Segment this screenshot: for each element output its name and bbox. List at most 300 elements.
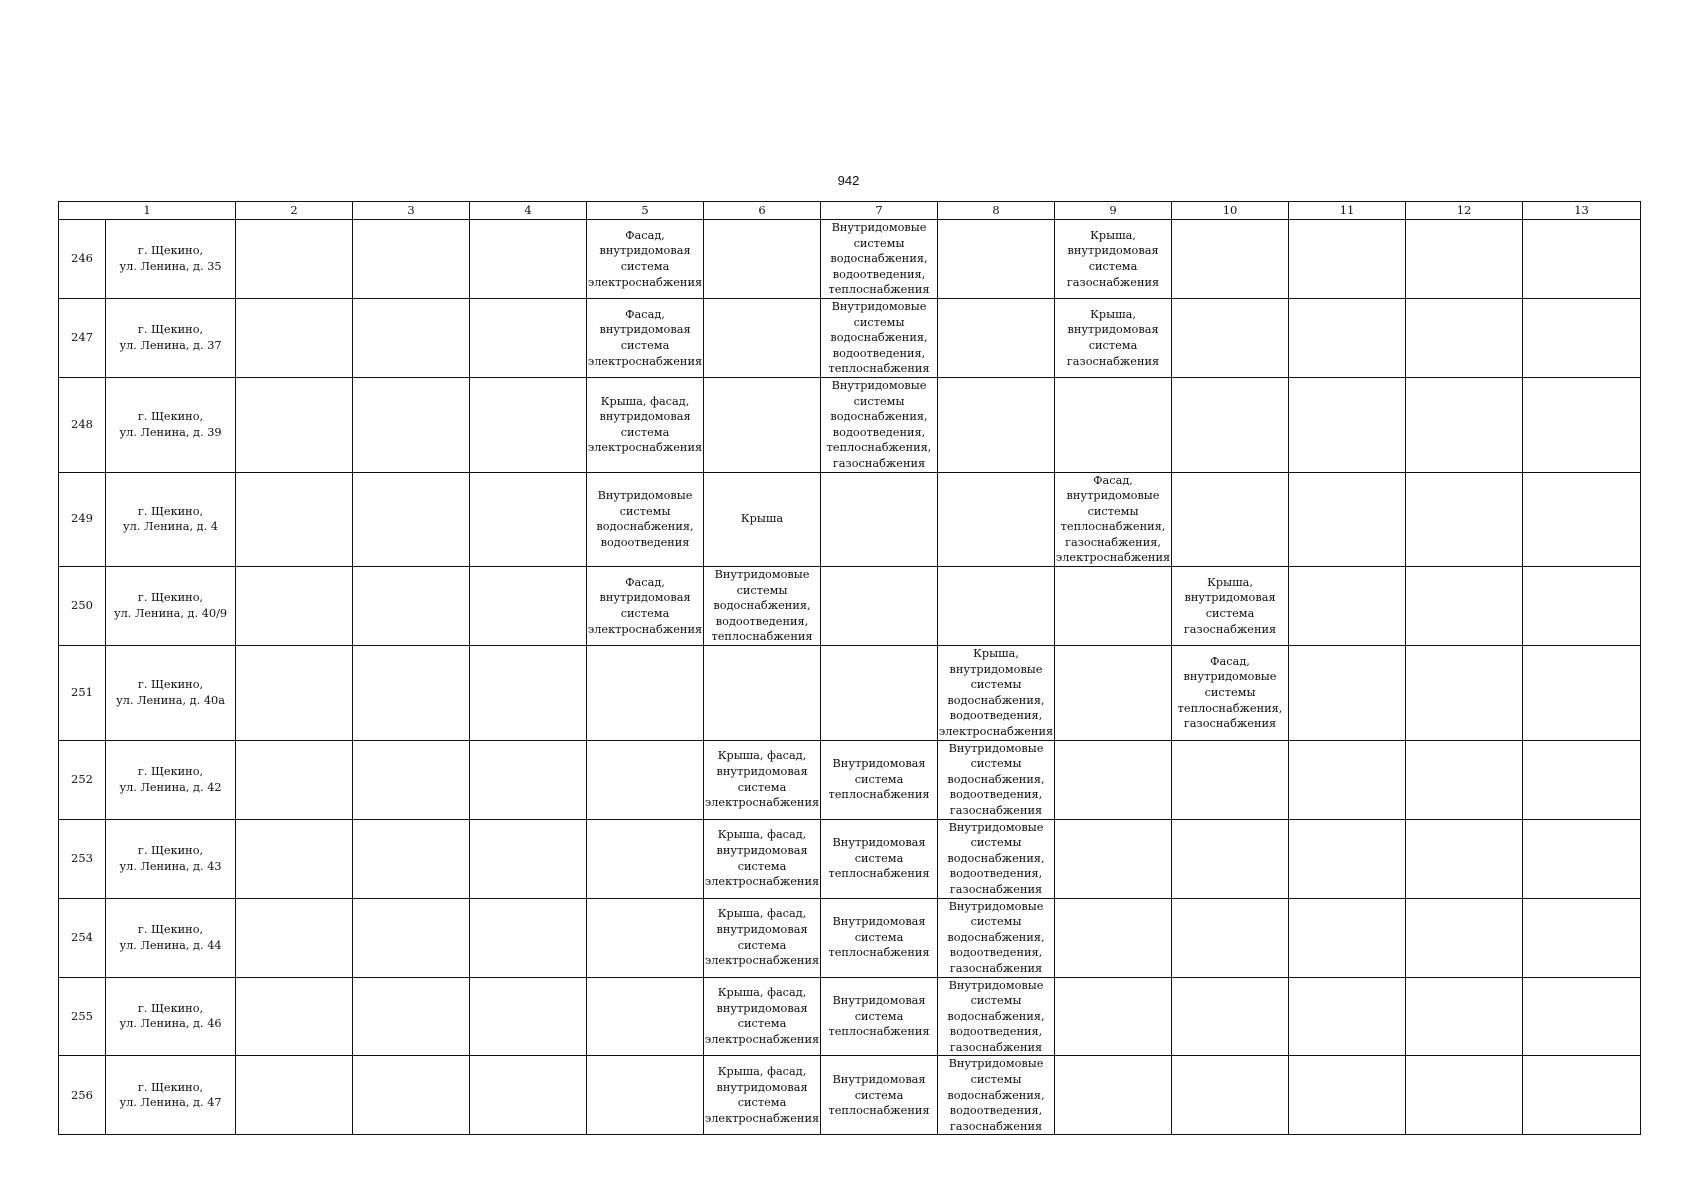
work-cell-col-12 [1406, 646, 1523, 741]
cell-line: газоснабжения, [1065, 535, 1161, 549]
cell-line: теплоснабжения [828, 283, 930, 297]
column-header-1: 1 [59, 202, 236, 220]
row-address [106, 646, 236, 741]
work-cell-col-13 [1523, 377, 1641, 472]
column-header-4: 4 [470, 202, 587, 220]
cell-line: внутридомовая [1184, 591, 1276, 605]
address-line: ул. Ленина, д. 4 [123, 520, 218, 534]
row-number: 253 [59, 819, 106, 898]
cell-line: Крыша, фасад, [717, 986, 807, 1000]
cell-line: теплоснабжения [711, 630, 813, 644]
work-cell-col-10 [1172, 567, 1289, 646]
work-cell-col-12 [1406, 977, 1523, 1056]
work-cell-col-8 [938, 819, 1055, 898]
work-cell-col-5 [587, 898, 704, 977]
cell-line: Крыша, фасад, [717, 1065, 807, 1079]
work-cell-col-2 [236, 977, 353, 1056]
work-cell-col-6 [704, 740, 821, 819]
address-line: г. Щекино, [137, 1001, 204, 1015]
cell-line: водоснабжения, [596, 520, 694, 534]
cell-line: водоснабжения, [947, 1009, 1045, 1023]
row-number: 248 [59, 377, 106, 472]
cell-line: водоснабжения, [947, 851, 1045, 865]
work-cell-col-12 [1406, 298, 1523, 377]
work-cell-col-13 [1523, 646, 1641, 741]
cell-line: электроснабжения [587, 275, 703, 289]
work-cell-col-13 [1523, 1056, 1641, 1135]
work-cell-col-9 [1055, 977, 1172, 1056]
cell-line: водоснабжения, [947, 693, 1045, 707]
address-line: г. Щекино, [137, 843, 204, 857]
work-cell-col-5 [587, 977, 704, 1056]
work-cell-col-9 [1055, 377, 1172, 472]
cell-line: системы [970, 1073, 1022, 1087]
cell-line: Крыша, [1207, 575, 1253, 589]
row-number: 247 [59, 298, 106, 377]
work-cell-col-9 [1055, 567, 1172, 646]
work-cell-col-4 [470, 1056, 587, 1135]
cell-line: теплоснабжения [828, 867, 930, 881]
work-cell-col-2 [236, 740, 353, 819]
work-cell-col-5 [587, 220, 704, 299]
cell-line: водоснабжения, [830, 252, 928, 266]
work-cell-col-6 [704, 646, 821, 741]
column-header-row [59, 202, 1641, 220]
column-header-10: 10 [1172, 202, 1289, 220]
cell-line: система [620, 425, 670, 439]
cell-line: электроснабжения [587, 622, 703, 636]
cell-line: газоснабжения [1183, 717, 1277, 731]
cell-line: Внутридомовые [831, 221, 927, 234]
work-cell-col-6 [704, 819, 821, 898]
cell-line: внутридомовая [1067, 323, 1159, 337]
row-address [106, 977, 236, 1056]
cell-line: водоотведения, [949, 1104, 1043, 1118]
cell-line: Фасад, [625, 228, 665, 242]
work-cell-col-9 [1055, 1056, 1172, 1135]
work-cell-col-9 [1055, 740, 1172, 819]
work-cell-col-7 [821, 898, 938, 977]
cell-line: теплоснабжения [828, 1025, 930, 1039]
cell-line: Внутридомовая [832, 836, 926, 850]
cell-line: водоснабжения, [947, 930, 1045, 944]
table-row [59, 1056, 1641, 1135]
work-cell-col-2 [236, 646, 353, 741]
cell-line: системы [970, 994, 1022, 1008]
work-cell-col-2 [236, 898, 353, 977]
cell-line: Внутридомовая [832, 915, 926, 929]
work-cell-col-12 [1406, 898, 1523, 977]
row-number: 250 [59, 567, 106, 646]
work-cell-col-3 [353, 1056, 470, 1135]
cell-line: газоснабжения [1183, 622, 1277, 636]
work-cell-col-10 [1172, 377, 1289, 472]
cell-line: системы [619, 504, 671, 518]
cell-line: системы [853, 236, 905, 250]
work-cell-col-4 [470, 740, 587, 819]
work-cell-col-3 [353, 977, 470, 1056]
table-row [59, 646, 1641, 741]
cell-line: водоснабжения, [947, 1088, 1045, 1102]
work-cell-col-2 [236, 298, 353, 377]
work-cell-col-2 [236, 567, 353, 646]
work-cell-col-12 [1406, 220, 1523, 299]
work-cell-col-5 [587, 567, 704, 646]
row-number: 254 [59, 898, 106, 977]
row-address [106, 898, 236, 977]
work-cell-col-7 [821, 472, 938, 567]
cell-line: Крыша, фасад, [717, 749, 807, 763]
table-row [59, 567, 1641, 646]
cell-line: система [620, 607, 670, 621]
work-cell-col-13 [1523, 977, 1641, 1056]
cell-line: Крыша [740, 512, 784, 526]
cell-line: Внутридомовые [831, 299, 927, 313]
work-cell-col-8 [938, 220, 1055, 299]
cell-line: электроснабжения [587, 354, 703, 368]
cell-line: внутридомовая [599, 244, 691, 258]
address-line: г. Щекино, [137, 410, 204, 424]
column-header-2: 2 [236, 202, 353, 220]
column-header-13: 13 [1523, 202, 1641, 220]
cell-line: системы [853, 315, 905, 329]
cell-line: система [1088, 338, 1138, 352]
work-cell-col-8 [938, 567, 1055, 646]
address-line: ул. Ленина, д. 37 [119, 338, 222, 352]
cell-line: электроснабжения [704, 1033, 820, 1047]
cell-line: внутридомовые [1066, 489, 1160, 503]
address-line: ул. Ленина, д. 35 [119, 259, 222, 273]
cell-line: электроснабжения [587, 441, 703, 455]
cell-line: Внутридомовые [948, 978, 1044, 992]
cell-line: система [737, 859, 787, 873]
cell-line: электроснабжения [704, 796, 820, 810]
cell-line: водоотведения, [949, 709, 1043, 723]
cell-line: водоснабжения, [830, 331, 928, 345]
work-cell-col-10 [1172, 646, 1289, 741]
address-line: ул. Ленина, д. 46 [119, 1017, 222, 1031]
cell-line: системы [853, 394, 905, 408]
table-row [59, 298, 1641, 377]
cell-line: система [737, 938, 787, 952]
cell-line: водоотведения, [715, 614, 809, 628]
cell-line: газоснабжения [949, 1119, 1043, 1133]
work-cell-col-13 [1523, 898, 1641, 977]
row-address [106, 567, 236, 646]
work-cell-col-6 [704, 220, 821, 299]
work-cell-col-2 [236, 377, 353, 472]
row-number: 252 [59, 740, 106, 819]
work-cell-col-13 [1523, 298, 1641, 377]
cell-line: водоотведения, [832, 425, 926, 439]
cell-line: теплоснабжения, [1177, 701, 1283, 715]
cell-line: системы [970, 836, 1022, 850]
table-row [59, 220, 1641, 299]
cell-line: системы [1087, 504, 1139, 518]
cell-line: внутридомовая [1067, 244, 1159, 258]
cell-line: Внутридомовая [832, 994, 926, 1008]
work-cell-col-5 [587, 298, 704, 377]
work-cell-col-10 [1172, 472, 1289, 567]
work-cell-col-3 [353, 646, 470, 741]
work-cell-col-8 [938, 898, 1055, 977]
work-cell-col-13 [1523, 819, 1641, 898]
cell-line: внутридомовая [716, 843, 808, 857]
work-cell-col-11 [1289, 977, 1406, 1056]
cell-line: Крыша, [1090, 228, 1136, 242]
work-cell-col-2 [236, 472, 353, 567]
cell-line: Внутридомовые [948, 820, 1044, 834]
column-header-3: 3 [353, 202, 470, 220]
work-cell-col-8 [938, 646, 1055, 741]
cell-line: система [854, 851, 904, 865]
work-cell-col-12 [1406, 377, 1523, 472]
work-cell-col-4 [470, 567, 587, 646]
cell-line: газоснабжения [949, 803, 1043, 817]
work-cell-col-8 [938, 377, 1055, 472]
work-cell-col-13 [1523, 472, 1641, 567]
row-address [106, 740, 236, 819]
cell-line: газоснабжения [949, 882, 1043, 896]
cell-line: Внутридомовые [948, 1057, 1044, 1071]
work-cell-col-8 [938, 977, 1055, 1056]
work-cell-col-2 [236, 220, 353, 299]
work-cell-col-3 [353, 740, 470, 819]
work-cell-col-4 [470, 472, 587, 567]
row-address [106, 298, 236, 377]
work-cell-col-5 [587, 740, 704, 819]
cell-line: Крыша, фасад, [600, 394, 690, 408]
work-cell-col-9 [1055, 646, 1172, 741]
work-cell-col-4 [470, 819, 587, 898]
cell-line: система [854, 930, 904, 944]
work-cell-col-7 [821, 740, 938, 819]
cell-line: водоотведения, [949, 1025, 1043, 1039]
work-cell-col-11 [1289, 819, 1406, 898]
column-header-5: 5 [587, 202, 704, 220]
cell-line: Фасад, [1210, 654, 1250, 668]
cell-line: система [1205, 607, 1255, 621]
row-address [106, 472, 236, 567]
work-cell-col-7 [821, 977, 938, 1056]
work-cell-col-3 [353, 819, 470, 898]
work-cell-col-11 [1289, 898, 1406, 977]
table-row [59, 977, 1641, 1056]
address-line: г. Щекино, [137, 323, 204, 337]
cell-line: Внутридомовые [831, 378, 927, 392]
work-cell-col-3 [353, 898, 470, 977]
work-cell-col-4 [470, 220, 587, 299]
work-cell-col-3 [353, 377, 470, 472]
work-cell-col-12 [1406, 567, 1523, 646]
cell-line: система [854, 1009, 904, 1023]
address-line: ул. Ленина, д. 40/9 [113, 607, 228, 621]
work-cell-col-10 [1172, 1056, 1289, 1135]
cell-line: системы [970, 678, 1022, 692]
work-cell-col-3 [353, 567, 470, 646]
cell-line: электроснабжения [704, 1112, 820, 1126]
work-cell-col-6 [704, 898, 821, 977]
cell-line: электроснабжения [704, 954, 820, 968]
work-cell-col-10 [1172, 740, 1289, 819]
work-cell-col-4 [470, 646, 587, 741]
work-cell-col-6 [704, 1056, 821, 1135]
work-cell-col-7 [821, 1056, 938, 1135]
work-cell-col-6 [704, 377, 821, 472]
work-cell-col-13 [1523, 740, 1641, 819]
work-cell-col-11 [1289, 298, 1406, 377]
cell-line: водоотведения, [949, 867, 1043, 881]
cell-line: водоснабжения, [713, 599, 811, 613]
cell-line: внутридомовая [716, 1001, 808, 1015]
cell-line: Внутридомовые [948, 741, 1044, 755]
work-cell-col-8 [938, 298, 1055, 377]
work-cell-col-13 [1523, 220, 1641, 299]
cell-line: газоснабжения [1066, 275, 1160, 289]
cell-line: Фасад, [1093, 473, 1133, 487]
cell-line: система [854, 772, 904, 786]
work-cell-col-9 [1055, 819, 1172, 898]
cell-line: Крыша, [973, 647, 1019, 661]
cell-line: Внутридомовая [832, 1073, 926, 1087]
cell-line: Крыша, фасад, [717, 828, 807, 842]
cell-line: система [854, 1088, 904, 1102]
work-cell-col-7 [821, 567, 938, 646]
cell-line: Фасад, [625, 307, 665, 321]
work-cell-col-3 [353, 472, 470, 567]
address-line: г. Щекино, [137, 591, 204, 605]
row-number: 249 [59, 472, 106, 567]
work-cell-col-9 [1055, 220, 1172, 299]
work-cell-col-4 [470, 298, 587, 377]
work-cell-col-5 [587, 472, 704, 567]
work-cell-col-8 [938, 740, 1055, 819]
work-cell-col-7 [821, 377, 938, 472]
work-cell-col-11 [1289, 740, 1406, 819]
row-number: 255 [59, 977, 106, 1056]
work-cell-col-10 [1172, 977, 1289, 1056]
row-address [106, 1056, 236, 1135]
work-cell-col-4 [470, 898, 587, 977]
work-cell-col-6 [704, 472, 821, 567]
cell-line: система [737, 1017, 787, 1031]
cell-line: внутридомовая [716, 922, 808, 936]
cell-line: газоснабжения [1066, 354, 1160, 368]
cell-line: водоотведения, [949, 788, 1043, 802]
work-cell-col-12 [1406, 472, 1523, 567]
work-cell-col-9 [1055, 472, 1172, 567]
work-cell-col-11 [1289, 220, 1406, 299]
row-address [106, 819, 236, 898]
column-header-11: 11 [1289, 202, 1406, 220]
cell-line: водоотведения, [949, 946, 1043, 960]
cell-line: газоснабжения [832, 456, 926, 470]
work-cell-col-10 [1172, 298, 1289, 377]
work-cell-col-7 [821, 298, 938, 377]
column-header-8: 8 [938, 202, 1055, 220]
cell-line: системы [1204, 686, 1256, 700]
cell-line: внутридомовая [716, 1080, 808, 1094]
row-number: 246 [59, 220, 106, 299]
table-row [59, 472, 1641, 567]
cell-line: системы [970, 757, 1022, 771]
cell-line: внутридомовая [599, 323, 691, 337]
column-header-12: 12 [1406, 202, 1523, 220]
work-cell-col-12 [1406, 740, 1523, 819]
cell-line: система [620, 338, 670, 352]
address-line: г. Щекино, [137, 504, 204, 518]
cell-line: система [737, 780, 787, 794]
cell-line: электроснабжения [938, 725, 1054, 738]
work-cell-col-3 [353, 298, 470, 377]
work-cell-col-6 [704, 977, 821, 1056]
cell-line: водоотведения, [832, 267, 926, 281]
address-line: г. Щекино, [137, 678, 204, 692]
cell-line: электроснабжения [1055, 551, 1171, 565]
column-header-6: 6 [704, 202, 821, 220]
cell-line: внутридомовые [1183, 670, 1277, 684]
work-cell-col-9 [1055, 298, 1172, 377]
cell-line: Внутридомовые [714, 568, 810, 582]
row-address [106, 220, 236, 299]
address-line: г. Щекино, [137, 922, 204, 936]
capital-repair-table [58, 201, 1641, 1135]
cell-line: внутридомовая [599, 591, 691, 605]
cell-line: система [620, 259, 670, 273]
cell-line: внутридомовая [599, 410, 691, 424]
address-line: ул. Ленина, д. 43 [119, 859, 222, 873]
cell-line: газоснабжения [949, 1040, 1043, 1054]
cell-line: Внутридомовые [597, 489, 693, 503]
address-line: г. Щекино, [137, 764, 204, 778]
work-cell-col-12 [1406, 819, 1523, 898]
cell-line: Крыша, фасад, [717, 907, 807, 921]
cell-line: система [737, 1096, 787, 1110]
work-cell-col-13 [1523, 567, 1641, 646]
table-row [59, 898, 1641, 977]
work-cell-col-11 [1289, 567, 1406, 646]
row-number: 251 [59, 646, 106, 741]
cell-line: теплоснабжения [828, 362, 930, 376]
cell-line: системы [736, 583, 788, 597]
work-cell-col-10 [1172, 220, 1289, 299]
address-line: ул. Ленина, д. 47 [119, 1096, 222, 1110]
work-cell-col-11 [1289, 472, 1406, 567]
work-cell-col-4 [470, 977, 587, 1056]
work-cell-col-12 [1406, 1056, 1523, 1135]
work-cell-col-7 [821, 819, 938, 898]
work-cell-col-5 [587, 377, 704, 472]
address-line: ул. Ленина, д. 40а [116, 693, 225, 707]
cell-line: водоотведения, [832, 346, 926, 360]
work-cell-col-9 [1055, 898, 1172, 977]
cell-line: Крыша, [1090, 307, 1136, 321]
cell-line: Внутридомовая [832, 757, 926, 771]
cell-line: система [1088, 259, 1138, 273]
cell-line: водоснабжения, [830, 410, 928, 424]
address-line: г. Щекино, [137, 1080, 204, 1094]
cell-line: теплоснабжения [828, 788, 930, 802]
work-cell-col-5 [587, 646, 704, 741]
page-number: 942 [837, 173, 860, 188]
work-cell-col-3 [353, 220, 470, 299]
work-cell-col-11 [1289, 1056, 1406, 1135]
cell-line: теплоснабжения [828, 946, 930, 960]
address-line: ул. Ленина, д. 42 [119, 780, 222, 794]
table-row [59, 377, 1641, 472]
work-cell-col-5 [587, 819, 704, 898]
work-cell-col-11 [1289, 377, 1406, 472]
